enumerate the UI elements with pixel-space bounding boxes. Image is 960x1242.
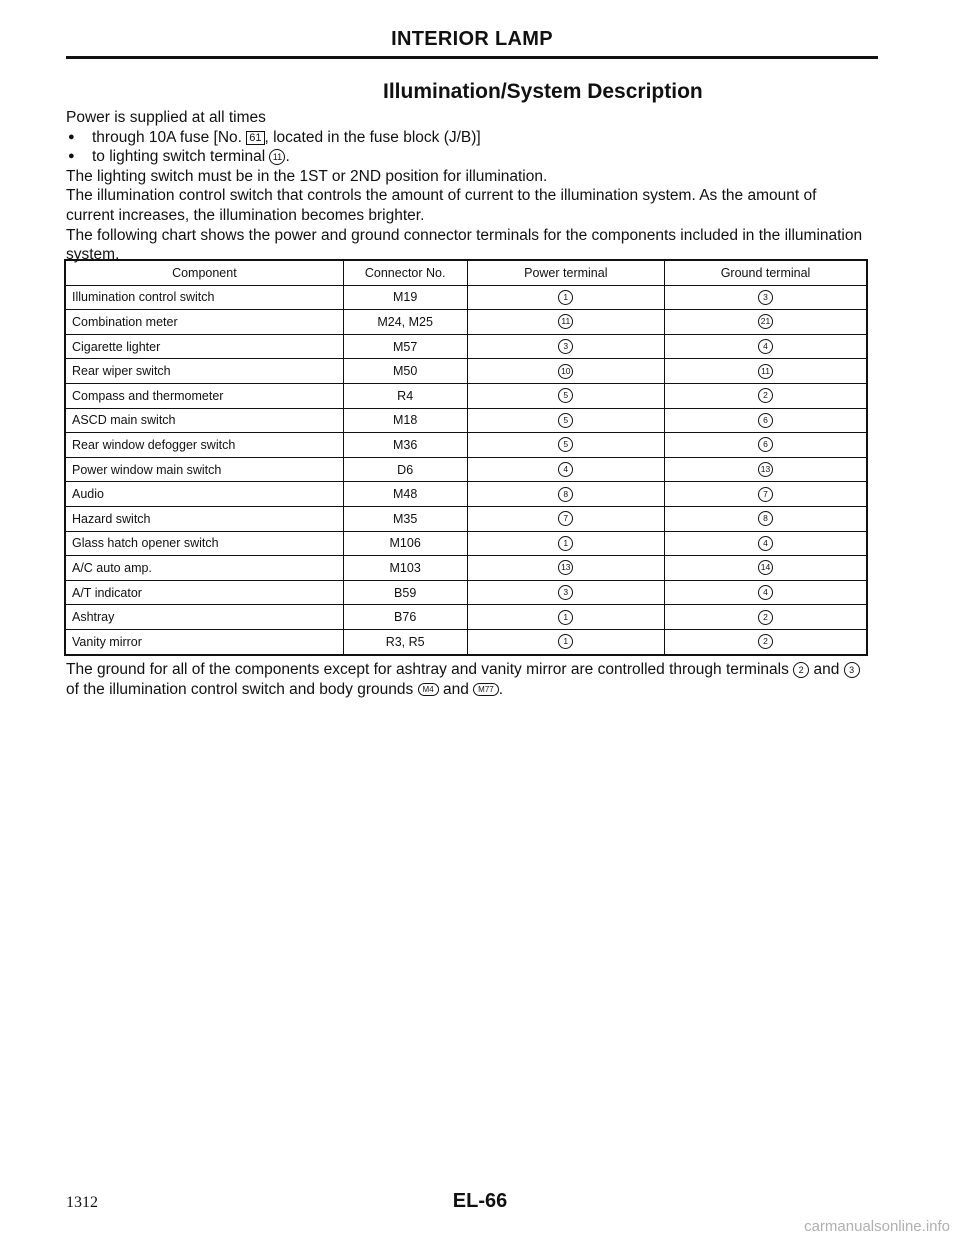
table-row xyxy=(65,629,867,654)
cell-ground-terminal xyxy=(665,629,867,654)
cell-ground-terminal xyxy=(665,285,867,310)
terminal-number-icon: 13 xyxy=(558,560,573,575)
cell-power-terminal xyxy=(467,383,664,408)
cell-ground-terminal xyxy=(665,580,867,605)
table-header-row xyxy=(65,260,867,285)
terminal-number-icon: 13 xyxy=(758,462,773,477)
cell-connector: M36 xyxy=(343,433,467,458)
closing-text xyxy=(66,660,866,699)
cell-component: ASCD main switch xyxy=(65,408,343,433)
closing-mid: and xyxy=(438,680,474,698)
terminal-number-icon: 1 xyxy=(558,536,573,551)
terminal-number-icon: 3 xyxy=(758,290,773,305)
cell-component: A/C auto amp. xyxy=(65,556,343,581)
cell-connector: M106 xyxy=(343,531,467,556)
cell-power-terminal xyxy=(467,285,664,310)
bullet-fuse-post: , located in the fuse block (J/B)] xyxy=(264,128,481,146)
terminal-number-icon: 11 xyxy=(558,314,573,329)
table-row xyxy=(65,433,867,458)
header-connector: Connector No. xyxy=(343,260,467,285)
terminal-number-icon: 2 xyxy=(758,610,773,625)
cell-component: Audio xyxy=(65,482,343,507)
cell-connector: M57 xyxy=(343,334,467,359)
table-row xyxy=(65,531,867,556)
terminal-number-icon: 10 xyxy=(558,364,573,379)
header-ground: Ground terminal xyxy=(665,260,867,285)
body-ground-icon: M4 xyxy=(418,683,439,696)
paragraph-chart: The following chart shows the power and ground connector terminals for the components included in the illumination system. xyxy=(66,226,863,264)
cell-power-terminal xyxy=(467,433,664,458)
cell-component: Rear wiper switch xyxy=(65,359,343,384)
cell-connector: R3, R5 xyxy=(343,629,467,654)
cell-power-terminal xyxy=(467,531,664,556)
table-row xyxy=(65,408,867,433)
cell-power-terminal xyxy=(467,334,664,359)
table-row xyxy=(65,383,867,408)
cell-connector: M48 xyxy=(343,482,467,507)
cell-connector: M35 xyxy=(343,506,467,531)
cell-ground-terminal xyxy=(665,605,867,630)
cell-power-terminal xyxy=(467,605,664,630)
cell-ground-terminal xyxy=(665,334,867,359)
cell-ground-terminal xyxy=(665,506,867,531)
cell-power-terminal xyxy=(467,408,664,433)
table-row xyxy=(65,457,867,482)
terminal-number-icon: 3 xyxy=(558,585,573,600)
terminal-number-icon: 2 xyxy=(793,662,809,678)
closing-end: . xyxy=(498,680,504,698)
watermark: carmanualsonline.info xyxy=(804,1218,950,1235)
cell-ground-terminal xyxy=(665,556,867,581)
page-header-title: INTERIOR LAMP xyxy=(391,28,553,50)
header-power: Power terminal xyxy=(467,260,664,285)
table-row xyxy=(65,334,867,359)
terminal-number-icon: 8 xyxy=(558,487,573,502)
cell-connector: M50 xyxy=(343,359,467,384)
intro-text xyxy=(66,108,866,265)
terminal-number-icon: 11 xyxy=(758,364,773,379)
terminal-number-icon: 6 xyxy=(758,437,773,452)
section-title: Illumination/System Description xyxy=(383,80,703,103)
cell-ground-terminal xyxy=(665,383,867,408)
cell-component: Glass hatch opener switch xyxy=(65,531,343,556)
terminal-number-icon: 11 xyxy=(269,149,285,165)
table-row xyxy=(65,285,867,310)
cell-connector: D6 xyxy=(343,457,467,482)
cell-component: Vanity mirror xyxy=(65,629,343,654)
terminal-number-icon: 6 xyxy=(758,413,773,428)
terminal-number-icon: 2 xyxy=(758,634,773,649)
cell-ground-terminal xyxy=(665,433,867,458)
terminal-number-icon: 7 xyxy=(558,511,573,526)
bullet-switch-post: . xyxy=(285,148,290,166)
cell-power-terminal xyxy=(467,556,664,581)
cell-connector: M18 xyxy=(343,408,467,433)
cell-power-terminal xyxy=(467,482,664,507)
page-number: 1312 xyxy=(66,1194,98,1211)
cell-component: Compass and thermometer xyxy=(65,383,343,408)
terminal-number-icon: 4 xyxy=(758,585,773,600)
terminal-number-icon: 3 xyxy=(558,339,573,354)
cell-component: Combination meter xyxy=(65,310,343,335)
terminal-number-icon: 5 xyxy=(558,413,573,428)
bullet-switch xyxy=(66,147,866,167)
cell-power-terminal xyxy=(467,310,664,335)
cell-power-terminal xyxy=(467,359,664,384)
terminal-number-icon: 8 xyxy=(758,511,773,526)
terminal-number-icon: 3 xyxy=(844,662,860,678)
terminal-table xyxy=(64,259,868,656)
terminal-number-icon: 1 xyxy=(558,610,573,625)
terminal-number-icon: 4 xyxy=(758,536,773,551)
header-component: Component xyxy=(65,260,343,285)
paragraph-position: The lighting switch must be in the 1ST or 2ND position for illumination. xyxy=(66,167,548,185)
cell-connector: M103 xyxy=(343,556,467,581)
table-row xyxy=(65,556,867,581)
cell-component: Cigarette lighter xyxy=(65,334,343,359)
table-row xyxy=(65,605,867,630)
cell-power-terminal xyxy=(467,457,664,482)
cell-component: Rear window defogger switch xyxy=(65,433,343,458)
bullet-fuse-pre: through 10A fuse [No. xyxy=(92,128,247,146)
cell-ground-terminal xyxy=(665,408,867,433)
cell-ground-terminal xyxy=(665,359,867,384)
fuse-number-icon: 61 xyxy=(246,131,264,145)
cell-connector: B76 xyxy=(343,605,467,630)
header-rule xyxy=(66,56,878,59)
cell-component: Power window main switch xyxy=(65,457,343,482)
table-row xyxy=(65,482,867,507)
table-row xyxy=(65,310,867,335)
terminal-number-icon: 1 xyxy=(558,634,573,649)
table-row xyxy=(65,359,867,384)
cell-ground-terminal xyxy=(665,482,867,507)
closing-mid: of the illumination control switch and body grounds xyxy=(66,680,418,698)
cell-ground-terminal xyxy=(665,457,867,482)
cell-component: Hazard switch xyxy=(65,506,343,531)
cell-connector: M24, M25 xyxy=(343,310,467,335)
intro-line: Power is supplied at all times xyxy=(66,109,266,126)
table-row xyxy=(65,506,867,531)
cell-component: Ashtray xyxy=(65,605,343,630)
cell-ground-terminal xyxy=(665,310,867,335)
body-ground-icon: M77 xyxy=(473,683,499,696)
terminal-number-icon: 4 xyxy=(758,339,773,354)
closing-mid: and xyxy=(809,661,844,678)
terminal-number-icon: 21 xyxy=(758,314,773,329)
terminal-number-icon: 5 xyxy=(558,388,573,403)
section-page-code: EL-66 xyxy=(452,1190,508,1212)
terminal-number-icon: 14 xyxy=(758,560,773,575)
bullet-switch-pre: to lighting switch terminal xyxy=(92,148,270,166)
cell-component: Illumination control switch xyxy=(65,285,343,310)
table-row xyxy=(65,580,867,605)
cell-ground-terminal xyxy=(665,531,867,556)
terminal-number-icon: 5 xyxy=(558,437,573,452)
paragraph-control: The illumination control switch that controls the amount of current to the illumination system. As the amount of current increases, the illumination becomes brighter. xyxy=(66,187,817,224)
cell-power-terminal xyxy=(467,580,664,605)
terminal-number-icon: 1 xyxy=(558,290,573,305)
cell-connector: B59 xyxy=(343,580,467,605)
cell-connector: R4 xyxy=(343,383,467,408)
cell-connector: M19 xyxy=(343,285,467,310)
terminal-number-icon: 2 xyxy=(758,388,773,403)
closing-pre: The ground for all of the components except for ashtray and vanity mirror are controlled through terminals xyxy=(66,661,794,678)
cell-component: A/T indicator xyxy=(65,580,343,605)
cell-power-terminal xyxy=(467,629,664,654)
terminal-number-icon: 7 xyxy=(758,487,773,502)
bullet-fuse xyxy=(66,128,866,148)
cell-power-terminal xyxy=(467,506,664,531)
terminal-number-icon: 4 xyxy=(558,462,573,477)
